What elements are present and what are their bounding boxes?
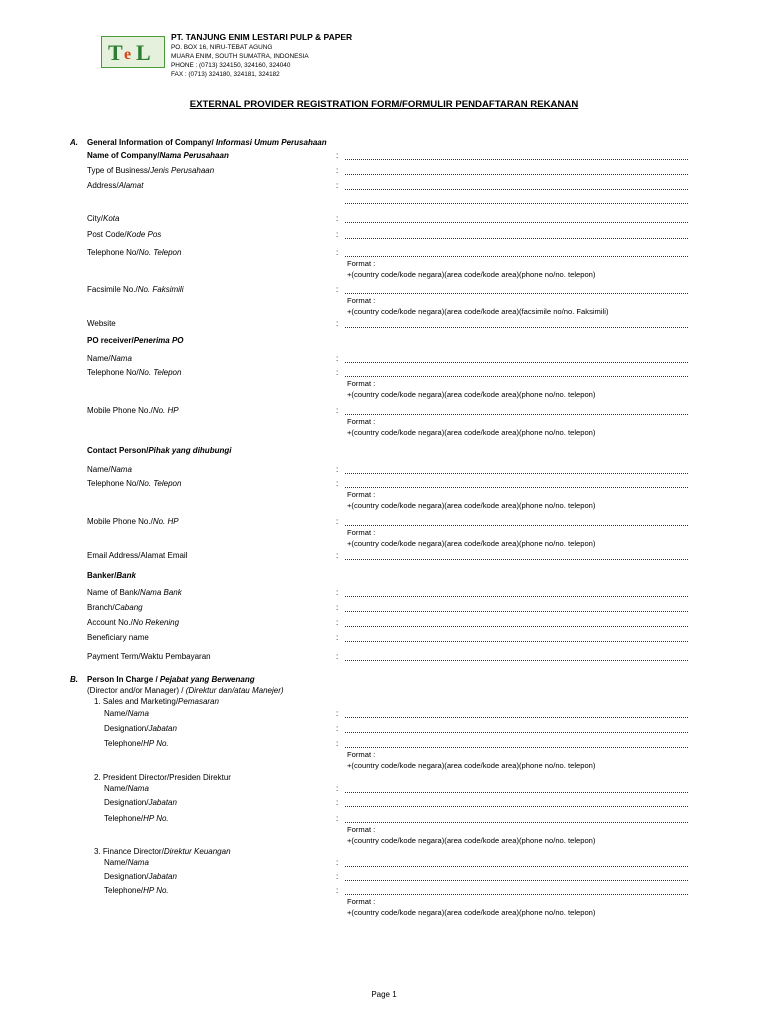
facsimile-field[interactable] — [345, 293, 688, 294]
format-note: Format : +(country code/kode negara)(area code/kode area)(facsimile no/no. Faksimili) — [347, 296, 609, 317]
colon: : — [336, 814, 339, 823]
colon: : — [336, 285, 339, 294]
section-b-heading: Person In Charge / Pejabat yang Berwenang — [87, 675, 255, 684]
section-a-letter: A. — [70, 138, 78, 147]
form-title: EXTERNAL PROVIDER REGISTRATION FORM/FORMULIR PENDAFTARAN REKANAN — [189, 99, 579, 110]
finance-telephone-field[interactable] — [345, 894, 688, 895]
city-field[interactable] — [345, 222, 688, 223]
president-telephone-field[interactable] — [345, 822, 688, 823]
sales-designation-field[interactable] — [345, 732, 688, 733]
format-note: Format : +(country code/kode negara)(area code/kode area)(phone no/no. telepon) — [347, 825, 596, 846]
address-field-line-2[interactable] — [345, 203, 688, 204]
company-name-field[interactable] — [345, 159, 688, 160]
label-beneficiary: Beneficiary name — [87, 633, 149, 642]
label-designation: Designation/Jabatan — [104, 798, 177, 807]
colon: : — [336, 151, 339, 160]
group-finance-title: 3. Finance Director/Direktur Keuangan — [94, 847, 231, 856]
format-note: Format : +(country code/kode negara)(area code/kode area)(phone no/no. telepon) — [347, 490, 596, 511]
website-field[interactable] — [345, 327, 688, 328]
colon: : — [336, 858, 339, 867]
label-telephone: Telephone/HP No. — [104, 739, 169, 748]
label-business-type: Type of Business/Jenis Perusahaan — [87, 166, 215, 175]
section-b-subheading: (Director and/or Manager) / (Direktur dan/atau Manejer) — [87, 686, 284, 695]
payment-term-field[interactable] — [345, 660, 688, 661]
sales-telephone-field[interactable] — [345, 747, 688, 748]
colon: : — [336, 181, 339, 190]
beneficiary-field[interactable] — [345, 641, 688, 642]
label-po-telephone: Telephone No/No. Telepon — [87, 368, 182, 377]
format-note: Format : +(country code/kode negara)(area code/kode area)(phone no/no. telepon) — [347, 897, 596, 918]
label-company-name: Name of Company/Nama Perusahaan — [87, 151, 229, 160]
label-name: Name/Nama — [104, 784, 149, 793]
label-branch: Branch/Cabang — [87, 603, 143, 612]
label-designation: Designation/Jabatan — [104, 872, 177, 881]
label-telephone: Telephone No/No. Telepon — [87, 248, 182, 257]
label-payment-term: Payment Term/Waktu Pembayaran — [87, 652, 211, 661]
account-field[interactable] — [345, 626, 688, 627]
label-address: Address/Alamat — [87, 181, 144, 190]
president-name-field[interactable] — [345, 792, 688, 793]
colon: : — [336, 230, 339, 239]
label-facsimile: Facsimile No./No. Faksimili — [87, 285, 184, 294]
colon: : — [336, 166, 339, 175]
format-note: Format : +(country code/kode negara)(area code/kode area)(phone no/no. telepon) — [347, 528, 596, 549]
colon: : — [336, 465, 339, 474]
email-field[interactable] — [345, 559, 688, 560]
colon: : — [336, 633, 339, 642]
label-website: Website — [87, 319, 116, 328]
po-receiver-heading: PO receiver/Penerima PO — [87, 336, 184, 345]
colon: : — [336, 784, 339, 793]
po-name-field[interactable] — [345, 362, 688, 363]
bank-name-field[interactable] — [345, 596, 688, 597]
colon: : — [336, 618, 339, 627]
colon: : — [336, 248, 339, 257]
po-telephone-field[interactable] — [345, 376, 688, 377]
colon: : — [336, 724, 339, 733]
contact-person-heading: Contact Person/Pihak yang dihubungi — [87, 446, 232, 455]
svg-text:L: L — [136, 40, 151, 65]
label-contact-telephone: Telephone No/No. Telepon — [87, 479, 182, 488]
president-designation-field[interactable] — [345, 806, 688, 807]
label-account: Account No./No Rekening — [87, 618, 180, 627]
colon: : — [336, 368, 339, 377]
contact-telephone-field[interactable] — [345, 487, 688, 488]
label-name: Name/Nama — [104, 858, 149, 867]
colon: : — [336, 354, 339, 363]
colon: : — [336, 798, 339, 807]
address-field[interactable] — [345, 189, 688, 190]
label-po-mobile: Mobile Phone No./No. HP — [87, 406, 179, 415]
colon: : — [336, 551, 339, 560]
label-designation: Designation/Jabatan — [104, 724, 177, 733]
label-bank-name: Name of Bank/Nama Bank — [87, 588, 182, 597]
colon: : — [336, 739, 339, 748]
colon: : — [336, 603, 339, 612]
label-name: Name/Nama — [104, 709, 149, 718]
group-president-title: 2. President Director/Presiden Direktur — [94, 773, 231, 782]
label-post-code: Post Code/Kode Pos — [87, 230, 162, 239]
telephone-field[interactable] — [345, 256, 688, 257]
branch-field[interactable] — [345, 611, 688, 612]
colon: : — [336, 517, 339, 526]
company-name: PT. TANJUNG ENIM LESTARI PULP & PAPER — [171, 32, 353, 42]
company-address-line: MUARA ENIM, SOUTH SUMATRA, INDONESIA — [171, 53, 309, 60]
colon: : — [336, 709, 339, 718]
label-contact-mobile: Mobile Phone No./No. HP — [87, 517, 179, 526]
contact-name-field[interactable] — [345, 473, 688, 474]
format-note: Format : +(country code/kode negara)(area code/kode area)(phone no/no. telepon) — [347, 750, 596, 771]
label-telephone: Telephone/HP No. — [104, 886, 169, 895]
section-b-letter: B. — [70, 675, 78, 684]
banker-heading: Banker/Bank — [87, 571, 136, 580]
contact-mobile-field[interactable] — [345, 525, 688, 526]
colon: : — [336, 886, 339, 895]
label-email: Email Address/Alamat Email — [87, 551, 188, 560]
colon: : — [336, 214, 339, 223]
label-contact-name: Name/Nama — [87, 465, 132, 474]
finance-designation-field[interactable] — [345, 880, 688, 881]
format-note: Format : +(country code/kode negara)(area code/kode area)(phone no/no. telepon) — [347, 417, 596, 438]
colon: : — [336, 406, 339, 415]
company-fax: FAX : (0713) 324180, 324181, 324182 — [171, 71, 280, 78]
label-telephone: Telephone/HP No. — [104, 814, 169, 823]
company-address-line: PO. BOX 16, NIRU-TEBAT AGUNG — [171, 44, 273, 51]
page-number: Page 1 — [371, 990, 397, 999]
format-note: Format : +(country code/kode negara)(area code/kode area)(phone no/no. telepon) — [347, 379, 596, 400]
label-city: City/Kota — [87, 214, 120, 223]
label-po-name: Name/Nama — [87, 354, 132, 363]
format-note: Format : +(country code/kode negara)(area code/kode area)(phone no/no. telepon) — [347, 259, 596, 280]
sales-name-field[interactable] — [345, 717, 688, 718]
finance-name-field[interactable] — [345, 866, 688, 867]
post-code-field[interactable] — [345, 238, 688, 239]
group-sales-title: 1. Sales and Marketing/Pemasaran — [94, 697, 219, 706]
colon: : — [336, 588, 339, 597]
colon: : — [336, 872, 339, 881]
colon: : — [336, 479, 339, 488]
colon: : — [336, 652, 339, 661]
company-info — [171, 32, 352, 79]
colon: : — [336, 319, 339, 328]
po-mobile-field[interactable] — [345, 414, 688, 415]
company-phone: PHONE : (0713) 324150, 324160, 324040 — [171, 62, 291, 69]
business-type-field[interactable] — [345, 174, 688, 175]
svg-text:e: e — [124, 46, 132, 63]
company-logo — [101, 36, 165, 68]
svg-text:T: T — [108, 40, 123, 65]
section-a-heading: General Information of Company/ Informasi Umum Perusahaan — [87, 138, 327, 147]
